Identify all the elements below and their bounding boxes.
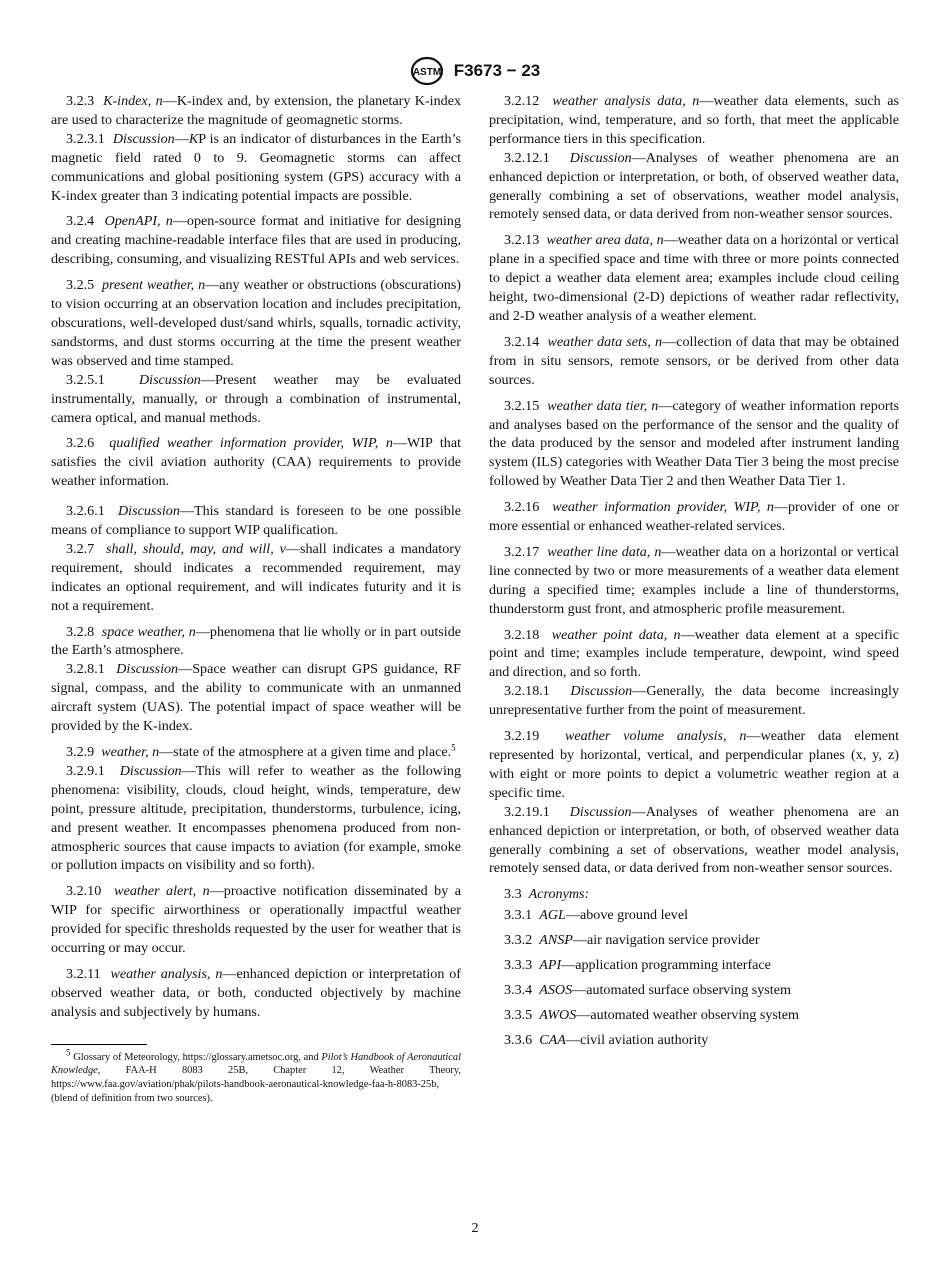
- section-3-2-3: 3.2.3 K-index, n—K-index and, by extension, the planetary K-index are used to characterize the magnitude of geomagnetic storms.: [51, 93, 461, 128]
- section-3-2-8: 3.2.8 space weather, n—phenomena that lie wholly or in part outside the Earth’s atmosphere.: [51, 623, 462, 659]
- acronym-item: 3.3.5 AWOS—automated weather observing system: [504, 1006, 799, 1023]
- section-3-3: 3.3 Acronyms:: [504, 886, 590, 903]
- acronym-item: 3.3.3 API—application programming interface: [504, 957, 771, 974]
- page-number: 2: [471, 1221, 479, 1236]
- section-3-2-6-1: 3.2.6.1 Discussion—This standard is foreseen to be one possible means of compliance to support WIP qualification.: [51, 503, 461, 539]
- acronym-list: [489, 906, 899, 1049]
- acronym-item: 3.3.1 AGL—above ground level: [504, 907, 688, 924]
- acronym-item: 3.3.4 ASOS—automated surface observing system: [504, 981, 791, 998]
- footnote-ref: 5: [451, 742, 456, 753]
- section-3-2-4: 3.2.4 OpenAPI, n—open-source format and initiative for designing and creating machine-readable interface files that are used in producing, describing, consuming, and visualizing RESTful APIs and web services.: [51, 213, 461, 268]
- section-3-2-14: 3.2.14 weather data sets, n—collection of data that may be obtained from in situ sensors, remote sensors, or be derived from other data sources.: [489, 333, 900, 388]
- section-3-2-7: 3.2.7 shall, should, may, and will, v—shall indicates a mandatory requirement, should indicates a recommended requirement, may indicates an optional requirement, and will indicates futurity and it is not a requirement.: [51, 540, 461, 614]
- section-3-2-5: 3.2.5 present weather, n—any weather or obstructions (obscurations) to vision occurring at an observation location and includes precipitation, obscurations, well-developed dust/sand whirls, squalls, tornadic activity, sandstorms, and dust storms occurring at the time the present weather was observed and time stamped.: [51, 277, 462, 369]
- section-3-2-19-1: 3.2.19.1 Discussion—Analyses of weather phenomena are an enhanced depiction or interpretation, or both, of observed weather data generally combining a set of observations, weather model analysis, remotely sensed data, or data derived from non-weather sensor sources.: [489, 803, 899, 877]
- section-3-2-9-1: 3.2.9.1 Discussion—This will refer to weather as the following phenomena: visibility, clouds, cloud height, winds, temperature, dew point, pressure altitude, precipitation, thunderstorms, turbulence, icing, and present weather. It encompasses phenomena produced from non-atmospheric sources that cause impacts to aviation (for example, smoke or pollution impacts on visibility and so forth).: [51, 762, 461, 874]
- section-3-2-10: 3.2.10 weather alert, n—proactive notification disseminated by a WIP for specific airworthiness or operationally impactful weather provided for specific thresholds requested by the user for weather that is occurring or may occur.: [51, 883, 461, 957]
- section-3-2-8-1: 3.2.8.1 Discussion—Space weather can disrupt GPS guidance, RF signal, compass, and the ability to communicate with an unmanned aircraft system (UAS). The potential impact of space weather will be provided by the K-index.: [51, 661, 461, 735]
- section-3-2-6: 3.2.6 qualified weather information provider, WIP, n—WIP that satisfies the civil aviation authority (CAA) requirements to provide weather information.: [51, 435, 461, 490]
- section-3-2-5-1: 3.2.5.1 Discussion—Present weather may be evaluated instrumentally, manually, or through a combination of instrumental, camera optical, and manual methods.: [51, 371, 461, 426]
- section-3-2-12: 3.2.12 weather analysis data, n—weather data elements, such as precipitation, wind, temperature, and so forth, that meet the applicable performance tiers in this specification.: [489, 93, 899, 147]
- astm-logo-icon: [410, 56, 444, 86]
- acronym-item: 3.3.6 CAA—civil aviation authority: [504, 1031, 709, 1048]
- section-3-2-13: 3.2.13 weather area data, n—weather data on a horizontal or vertical plane in a specified space and time with three or more points connected to depict a weather data element area; examples include cloud ceiling height, two-dimensional (2-D) depictions of weather radar reflectivity, and 2-D weather analysis of a weather element.: [489, 232, 899, 324]
- section-3-2-16: 3.2.16 weather information provider, WIP, n—provider of one or more essential or enhanced weather-related services.: [489, 499, 899, 535]
- right-column: [489, 92, 899, 1056]
- section-3-2-15: 3.2.15 weather data tier, n—category of weather information reports and analyses based on the performance of the sensor and the quality of the data produced by the sensor and modeled after instrument landing system (ILS) categories with Weather Data Tier 3 being the most precise followed by Weather Data Tier 2 and then Weather Data Tier 1.: [489, 397, 899, 490]
- acronym-item: 3.3.2 ANSP—air navigation service provider: [504, 932, 760, 949]
- section-3-2-19: 3.2.19 weather volume analysis, n—weather data element represented by horizontal, vertical, and perpendicular planes (x, y, z) with eight or more points to depict a volumetric weather region at a specific time.: [489, 728, 900, 801]
- section-3-2-12-1: 3.2.12.1 Discussion—Analyses of weather phenomena are an enhanced depiction or interpretation, or both, of observed weather data, generally combining a set of observations, weather model analysis, remotely sensed data, or data derived from non-weather sensor sources.: [489, 149, 899, 223]
- footnote: $^5$ Glossary of Meteorology, https://glossary.ametsoc.org, and Pilot’s Handbook of Aeronautical Knowledge, FAA-H 8083 25B, Chapter 12, Weather Theory, https://www.faa.gov/aviation/phak/pilots-handbook-aeronautical-knowledge-faa-h-8083-25b, (blend of definition from two sources).: [51, 1047, 461, 1105]
- footnote-divider: [51, 1044, 147, 1045]
- section-3-2-17: 3.2.17 weather line data, n—weather data on a horizontal or vertical line connected by two or more measurements of a weather data element during a specified time; examples include a line of thunderstorms, thunderstorm gust front, and atmospheric profile measurement.: [489, 543, 900, 617]
- section-3-2-18-1: 3.2.18.1 Discussion—Generally, the data become increasingly unrepresentative further from the point of measurement.: [489, 683, 899, 719]
- section-3-2-18: 3.2.18 weather point data, n—weather data element at a specific point and time; examples include temperature, dewpoint, wind speed and direction, and so forth.: [489, 626, 899, 681]
- section-3-2-11: 3.2.11 weather analysis, n—enhanced depiction or interpretation of observed weather data, or both, conducted objectively by machine analysis and subjectively by humans.: [51, 965, 461, 1020]
- page-header: [0, 56, 950, 86]
- document-designation: F3673 − 23: [453, 61, 541, 80]
- left-column: [51, 92, 461, 1106]
- section-3-2-3-1: 3.2.3.1 Discussion—KP is an indicator of disturbances in the Earth’s magnetic field rated 0 to 9. Geomagnetic storms can affect communications and global positioning system (GPS) accuracy with a K-index greater than 3 indicating potential impacts are possible.: [51, 130, 461, 204]
- svg-text:ASTM: ASTM: [412, 67, 441, 78]
- section-3-2-9: 3.2.9 weather, n—state of the atmosphere at a given time and place.$^5$: [66, 742, 456, 760]
